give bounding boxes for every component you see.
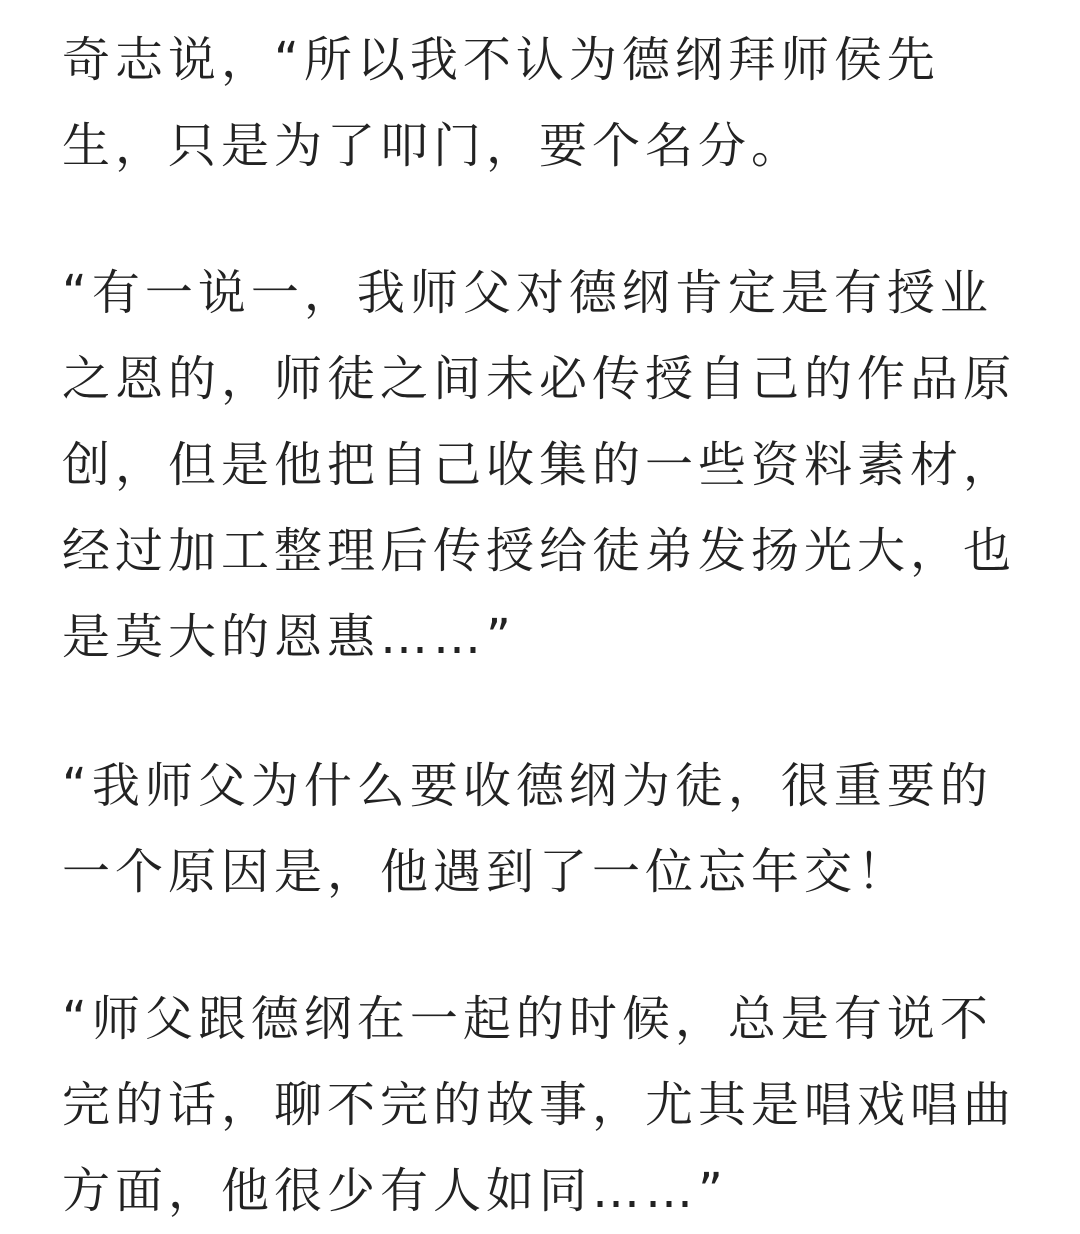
paragraph-2	[62, 250, 1022, 680]
text-line: 方面，他很少有人如同……”	[62, 1163, 728, 1219]
paragraph-1	[62, 17, 1022, 189]
text-line: 奇志说，“所以我不认为德纲拜师侯先	[62, 32, 940, 88]
text-line: 生，只是为了叩门，要个名分。	[62, 118, 805, 174]
paragraph-4	[62, 976, 1022, 1234]
text-line: “师父跟德纲在一起的时候，总是有说不	[62, 991, 993, 1047]
text-line: 经过加工整理后传授给徒弟发扬光大，也	[62, 523, 1017, 579]
text-line: “我师父为什么要收德纲为徒，很重要的	[62, 758, 993, 814]
text-line: 一个原因是，他遇到了一位忘年交！	[62, 844, 911, 900]
text-line: 完的话，聊不完的故事，尤其是唱戏唱曲	[62, 1077, 1017, 1133]
paragraph-3	[62, 743, 1022, 915]
text-line: 是莫大的恩惠……”	[62, 609, 516, 665]
text-line: 创，但是他把自己收集的一些资料素材，	[62, 437, 1017, 493]
text-line: “有一说一，我师父对德纲肯定是有授业	[62, 265, 993, 321]
text-line: 之恩的，师徒之间未必传授自己的作品原	[62, 351, 1017, 407]
